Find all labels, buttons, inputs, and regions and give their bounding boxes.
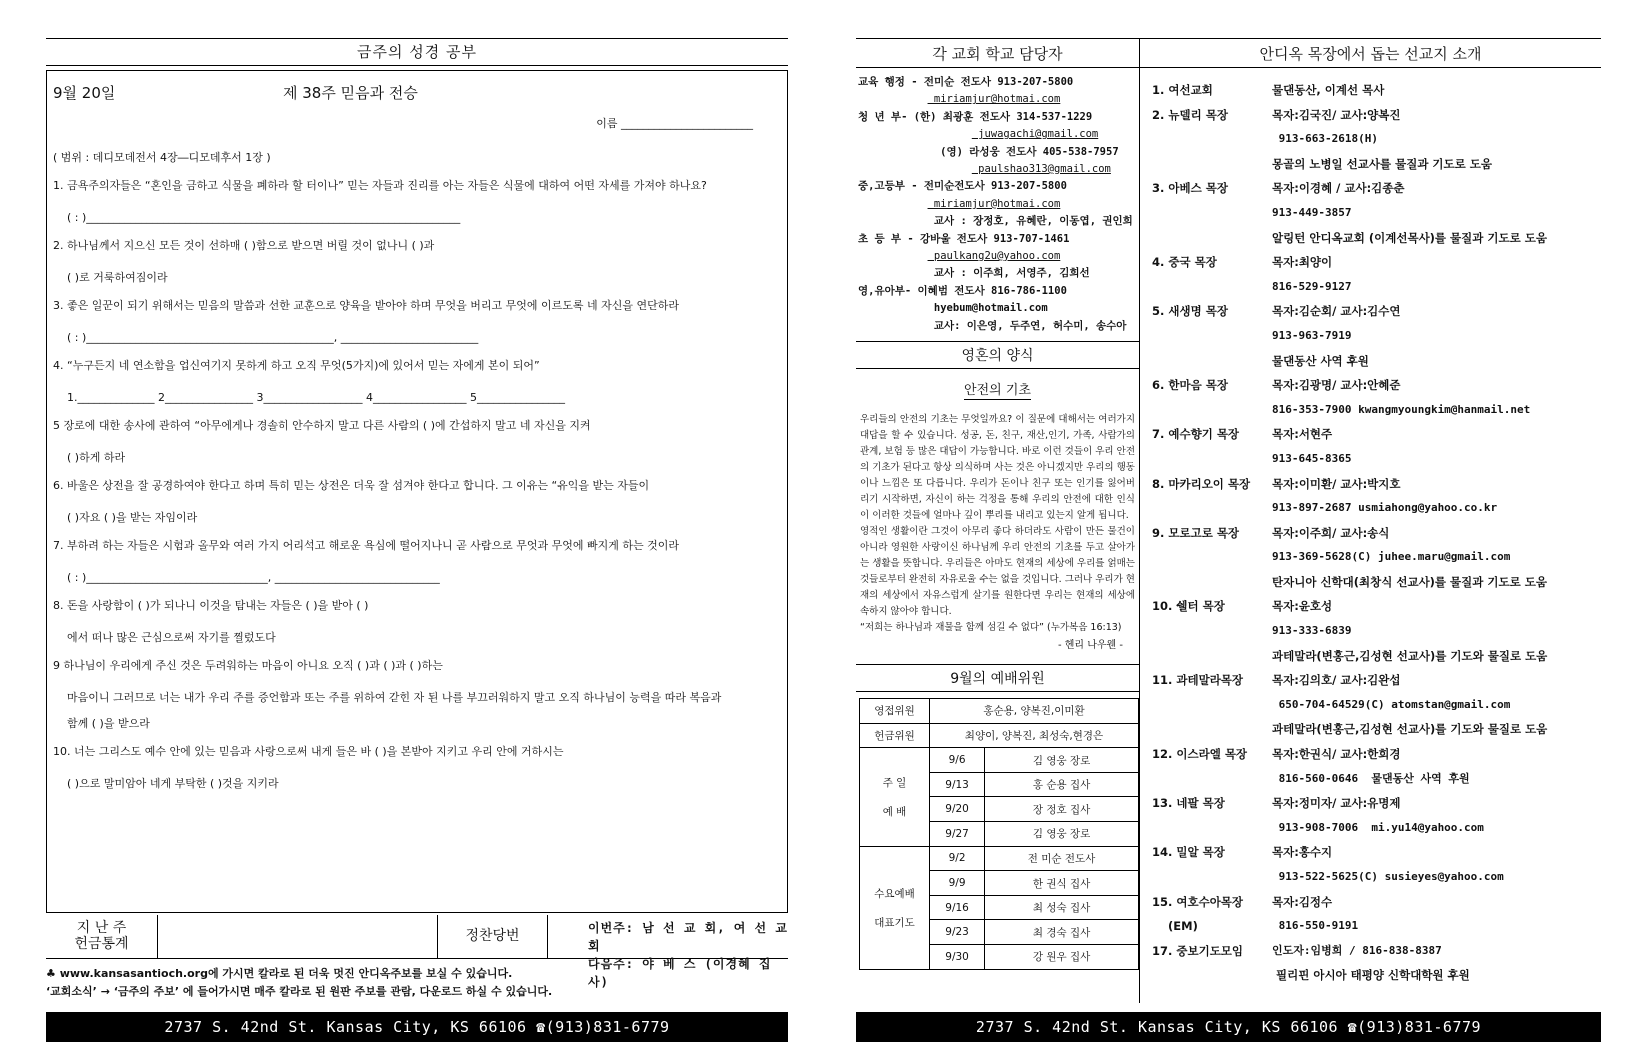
service-date: 9/16 xyxy=(930,895,985,920)
right-address-bar: 2737 S. 42nd St. Kansas City, KS 66106 ☎(913)831-6779 xyxy=(856,1012,1601,1042)
mission-group-name xyxy=(1152,570,1272,595)
service-date: 9/20 xyxy=(930,797,985,822)
service-date: 9/30 xyxy=(930,945,985,970)
mission-group-name xyxy=(1152,545,1272,570)
mission-item xyxy=(1152,422,1601,447)
prayer-leader: 최 성숙 집사 xyxy=(985,895,1139,920)
next-week-duty: 다음주: 야 베 스 (이경혜 집사) xyxy=(588,957,772,989)
mission-detail: 913-908-7006 mi.yu14@yahoo.com xyxy=(1272,820,1484,834)
prayer-leader: 김 영웅 장로 xyxy=(985,822,1139,847)
mission-detail: 과테말라(변홍근,김성현 선교사)를 기도와 물질로 도움 xyxy=(1272,722,1548,737)
mission-item xyxy=(1152,939,1601,964)
staff-line-text: miriamjur@hotmai.com xyxy=(927,197,1061,210)
answer-blank[interactable]: ( )로 거룩하여짐이라 xyxy=(67,271,168,284)
mission-group-name xyxy=(1152,152,1272,177)
mission-detail: 물댄동산 사역 후원 xyxy=(1272,353,1369,368)
mission-detail: 913-897-2687 usmiahong@yahoo.co.kr xyxy=(1272,501,1498,515)
question-text: 10. 너는 그리스도 예수 안에 있는 믿음과 사랑으로써 내게 들은 바 ( )을 본받아 지키고 우리 안에 거하시는 xyxy=(53,745,564,758)
lesson-title: 제 38주 믿음과 전승 xyxy=(283,83,418,102)
answer-blank[interactable]: ( )으로 말미암아 네게 부탁한 ( )것을 지키라 xyxy=(67,777,279,790)
mission-group-name: 15. 여호수아목장 xyxy=(1152,894,1244,909)
mission-detail: 913-522-5625(C) susieyes@yahoo.com xyxy=(1272,870,1504,883)
mission-group-name: 7. 예수향기 목장 xyxy=(1152,427,1240,442)
worship-table xyxy=(859,698,1139,970)
question-text: 1. 금욕주의자들은 “혼인을 금하고 식물을 폐하라 할 터이나” 믿는 자들과 진리를 아는 자들은 식물에 대하여 어떤 자세를 가져야 하나요? xyxy=(53,179,707,192)
table-row xyxy=(860,699,1139,724)
mission-group-name: 11. 과테말라목장 xyxy=(1152,673,1244,688)
mission-group-name xyxy=(1152,816,1272,841)
staff-line xyxy=(858,283,1139,300)
staff-line-text: 교사 : 이주희, 서영주, 김희선 xyxy=(927,267,1090,280)
staff-line-text: 교육 행정 - 전미순 전도사 913-207-5800 xyxy=(858,76,1074,88)
meal-duty-label: 정찬당번 xyxy=(438,915,548,958)
mission-item xyxy=(1152,226,1601,251)
prayer-leader: 한 권식 집사 xyxy=(985,871,1139,896)
mission-detail: 816-560-0646 물댄동산 사역 후원 xyxy=(1272,771,1470,785)
staff-line-text: paulshao313@gmail.com xyxy=(971,163,1111,176)
question-text: 9 하나님이 우리에게 주신 것은 두려워하는 마음이 아니요 오직 ( )과 ( )과 ( )하는 xyxy=(53,659,443,672)
prayer-leader: 강 원우 집사 xyxy=(985,945,1139,970)
answer-blank[interactable]: ( )자요 ( )을 받는 자임이라 xyxy=(67,511,198,524)
mission-detail: 913-663-2618(H) xyxy=(1272,132,1378,146)
mission-detail: 913-963-7919 xyxy=(1272,328,1352,342)
staff-line[interactable] xyxy=(858,161,1139,178)
prayer-leader: 홍 순용 집사 xyxy=(985,772,1139,797)
mission-group-name xyxy=(1152,398,1272,423)
mission-group-name xyxy=(1152,447,1272,472)
mission-group-name xyxy=(1152,324,1272,349)
answer-blank[interactable]: ( : )_________________________________, ______________________________ xyxy=(67,571,440,584)
essay-author: - 헨리 나우웬 - xyxy=(1057,640,1123,652)
staff-line xyxy=(858,109,1139,126)
mission-detail: 목자:이경혜 / 교사:김종춘 xyxy=(1272,181,1405,196)
staff-line xyxy=(858,144,1139,161)
mission-item xyxy=(1152,545,1601,570)
mission-detail: 816-529-9127 xyxy=(1272,279,1352,293)
mission-detail: 816-550-9191 xyxy=(1272,919,1359,933)
mission-group-name: 9. 모로고로 목장 xyxy=(1152,525,1240,540)
mission-item xyxy=(1152,767,1601,792)
mission-group-name xyxy=(1152,127,1272,152)
offering-stats-label xyxy=(46,915,158,958)
mission-detail: 913-333-6839 xyxy=(1272,624,1352,638)
staff-line-text: 교사 : 장정호, 유혜란, 이동엽, 권인희 xyxy=(927,215,1133,228)
offering-label-line2: 헌금통계 xyxy=(74,936,129,952)
staff-line xyxy=(858,318,1139,335)
staff-line xyxy=(858,265,1139,282)
prayer-leader: 김 영웅 장로 xyxy=(985,748,1139,773)
mission-item xyxy=(1152,349,1601,374)
mission-group-name xyxy=(1152,767,1272,792)
question-text: 7. 부하려 하는 자들은 시험과 올무와 여러 가지 어리석고 해로운 욕심에 떨어지나니 곧 사람으로 무엇과 무엇에 빠지게 하는 것이라 xyxy=(53,539,679,552)
right-page xyxy=(856,38,1601,1003)
question-text: 4. “누구든지 네 연소함을 업신여기지 못하게 하고 오직 무엇(5가지)에 있어서 믿는 자에게 본이 되어” xyxy=(53,359,540,372)
mission-detail: 목자:서현주 xyxy=(1272,427,1333,442)
staff-line-text: miriamjur@hotmai.com xyxy=(927,93,1061,106)
bible-study-box xyxy=(46,70,788,913)
staff-line-text: paulkang2u@yahoo.com xyxy=(927,250,1061,263)
mission-group-name xyxy=(1152,963,1272,988)
mission-group-name xyxy=(1152,693,1272,718)
mission-detail: 목자:이주희/ 교사:송식 xyxy=(1272,525,1390,540)
table-row xyxy=(860,748,1139,773)
staff-line[interactable] xyxy=(858,248,1139,265)
service-date: 9/2 xyxy=(930,846,985,871)
mission-detail: 650-704-64529(C) atomstan@gmail.com xyxy=(1272,697,1511,711)
table-row xyxy=(860,723,1139,748)
mission-item xyxy=(1152,914,1601,939)
mission-detail: 목자:김광명/ 교사:안혜준 xyxy=(1272,378,1401,393)
mission-item xyxy=(1152,693,1601,718)
question-text: 2. 하나님께서 지으신 모든 것이 선하매 ( )함으로 받으면 버릴 것이 없나니 ( )과 xyxy=(53,239,435,252)
staff-line xyxy=(858,213,1139,230)
staff-line xyxy=(858,300,1139,317)
mission-item xyxy=(1152,570,1601,595)
essay-title-text: 안전의 기초 xyxy=(964,383,1031,399)
wednesday-prayer-label: 수요예배 대표기도 xyxy=(860,846,930,969)
offering-committee-label: 헌금위원 xyxy=(860,723,930,748)
mission-item xyxy=(1152,103,1601,128)
mission-item xyxy=(1152,717,1601,742)
greeters-value: 홍순용, 양복진,이미환 xyxy=(930,699,1139,724)
essay-body: 우리들의 안전의 기초는 무엇일까요? 이 질문에 대해서는 여러가지 대답을 할 수 있습니다. 성공, 돈, 친구, 재산,인기, 가족, 사람가의 관계, 보험 등 많은 대답이 가능합니다. 바로 이런 것들이 우리 안전의 기초가 된다고 항상 의식하며 사는 것은 아니겠지만 우리의 행동이나 느낌은 또 다릅니다. 우리가 돈이나 친구 또는 인기를 잃어버리기 시작하면, 자신이 하는 걱정을 통해 우리의 안전에 대한 인식이 이러한 것들에 얼마나 깊이 뿌리를 내리고 있는지 알게 됩니다. 영적인 생활이란 그것이 아무리 좋다 하더라도 사람이 만든 물건이 아니라 영원한 사랑이신 하나님께 우리 안전의 기초를 두고 살아가는 생활을 뜻합니다. 우리들은 아마도 현재의 세상에 우리를 얽매는 것들로부터 완전히 자유로울 수는 없을 것입니다. 그러나 우리가 현재의 세상에서 자유스럽게 살기를 원한다면 우리는 현재의 세상에 속하지 않아야 합니다. xyxy=(860,414,1135,618)
mission-group-name: (EM) xyxy=(1152,919,1198,934)
staff-line[interactable] xyxy=(858,196,1139,213)
mission-item xyxy=(1152,373,1601,398)
mission-group-name: 4. 중국 목장 xyxy=(1152,255,1217,270)
staff-line-text: 초 등 부 - 강바울 전도사 913-707-1461 xyxy=(858,232,1070,245)
mission-item xyxy=(1152,840,1601,865)
mission-item xyxy=(1152,275,1601,300)
mission-detail: 913-645-8365 xyxy=(1272,451,1352,465)
mission-detail: 목자:김의호/ 교사:김완섭 xyxy=(1272,673,1401,688)
prayer-leader: 장 정호 집사 xyxy=(985,797,1139,822)
mission-item xyxy=(1152,176,1601,201)
mission-detail: 목자:김정수 xyxy=(1272,894,1333,909)
mission-item xyxy=(1152,521,1601,546)
staff-line-text: hyebum@hotmail.com xyxy=(927,302,1048,315)
mission-group-name: 6. 한마음 목장 xyxy=(1152,378,1228,393)
question-list xyxy=(53,179,781,791)
mission-item xyxy=(1152,447,1601,472)
mission-item xyxy=(1152,742,1601,767)
essay-quote: “저희는 하나님과 재물을 함께 섬길 수 없다” (누가복음 16:13) xyxy=(860,622,1122,634)
staff-line-text: 청 년 부- (한) 최광훈 전도사 314-537-1229 xyxy=(858,110,1093,123)
mission-group-name: 13. 네팔 목장 xyxy=(1152,796,1225,811)
missions-header: 안디옥 목장에서 돕는 선교지 소개 xyxy=(1140,38,1601,68)
mission-group-name xyxy=(1152,275,1272,300)
mission-detail: 몽골의 노병일 선교사를 물질과 기도로 도움 xyxy=(1272,156,1492,171)
mission-detail: 목자:최양이 xyxy=(1272,255,1333,270)
mission-item xyxy=(1152,668,1601,693)
meal-duty-value xyxy=(548,915,788,989)
lesson-header xyxy=(53,79,781,105)
mission-detail: 913-449-3857 xyxy=(1272,205,1352,219)
staff-line xyxy=(858,231,1139,248)
soul-food-header: 영혼의 양식 xyxy=(856,341,1139,369)
question-text: 5 장로에 대한 송사에 관하여 “아무에게나 경솔히 안수하지 말고 다른 사람의 ( )에 간섭하지 말고 네 자신을 지켜 xyxy=(53,419,591,432)
mission-detail: 816-353-7900 kwangmyoungkim@hanmail.net xyxy=(1272,402,1531,416)
service-date: 9/9 xyxy=(930,871,985,896)
mission-group-name xyxy=(1152,201,1272,226)
mission-item xyxy=(1152,78,1601,103)
answer-blank[interactable]: ( )하게 하라 xyxy=(67,451,126,464)
offering-stats-value xyxy=(158,915,438,958)
mission-group-name: 1. 여선교회 xyxy=(1152,83,1213,97)
mission-item xyxy=(1152,201,1601,226)
this-week-duty: 이번주: 남 선 교 회, 여 선 교 회 xyxy=(588,921,788,953)
service-date: 9/6 xyxy=(930,748,985,773)
mission-detail: 알링턴 안디옥교회 (이계선목사)를 물질과 기도로 도움 xyxy=(1272,230,1547,245)
mission-item xyxy=(1152,324,1601,349)
lesson-date: 9월 20일 xyxy=(53,83,116,102)
answer-blank[interactable]: 마음이니 그러므로 너는 내가 우리 주를 증언함과 또는 주를 위하여 갇힌 자 된 나를 부끄러워하지 말고 오직 하나님이 능력을 따라 복음과 xyxy=(67,691,722,704)
right-left-column xyxy=(856,38,1140,1003)
mission-item xyxy=(1152,644,1601,669)
sunday-service-label: 주 일 예 배 xyxy=(860,748,930,846)
mission-item xyxy=(1152,619,1601,644)
study-range: ( 범위 : 데디모데전서 4장―디모데후서 1장 ) xyxy=(53,151,271,164)
mission-group-name xyxy=(1152,865,1272,890)
service-date: 9/23 xyxy=(930,920,985,945)
staff-line-text: 영,유아부- 이혜범 전도사 816-786-1100 xyxy=(858,284,1067,297)
mission-group-name: 2. 뉴델리 목장 xyxy=(1152,107,1228,122)
mission-item xyxy=(1152,250,1601,275)
mission-item xyxy=(1152,299,1601,324)
table-row xyxy=(860,846,1139,871)
mission-item xyxy=(1152,127,1601,152)
mission-item xyxy=(1152,496,1601,521)
staff-line-text: 중,고등부 - 전미순전도사 913-207-5800 xyxy=(858,180,1067,193)
mission-group-name xyxy=(1152,349,1272,374)
prayer-leader: 최 경숙 집사 xyxy=(985,920,1139,945)
mission-group-name xyxy=(1152,619,1272,644)
name-field[interactable]: 이름 ________________________ xyxy=(596,117,753,130)
mission-item xyxy=(1152,472,1601,497)
mission-item xyxy=(1152,594,1601,619)
staff-line-text: 교사: 이은영, 두주연, 허수미, 송수아 xyxy=(927,319,1127,332)
mission-detail: 목자:한권식/ 교사:한희경 xyxy=(1272,747,1401,762)
answer-blank[interactable]: 에서 떠나 많은 근심으로써 자기를 찔렀도다 xyxy=(67,631,276,644)
left-address-bar: 2737 S. 42nd St. Kansas City, KS 66106 ☎(913)831-6779 xyxy=(46,1012,788,1042)
website-line-1[interactable]: ♣ www.kansasantioch.org에 가시면 칼라로 된 더욱 멋진 안디옥주보를 보실 수 있습니다. xyxy=(46,967,513,980)
question-text: 8. 돈을 사랑함이 ( )가 되나니 이것을 탐내는 자들은 ( )을 받아 ( ) xyxy=(53,599,369,612)
prayer-leader: 전 미순 전도사 xyxy=(985,846,1139,871)
question-text: 6. 바울은 상전을 잘 공경하여야 한다고 하며 특히 믿는 상전은 더욱 잘 섬겨야 한다고 합니다. 그 이유는 “유익을 받는 자들이 xyxy=(53,479,650,492)
service-date: 9/13 xyxy=(930,772,985,797)
mission-group-name: 17. 중보기도모임 xyxy=(1152,943,1244,958)
mission-group-name: 3. 아베스 목장 xyxy=(1152,181,1228,196)
mission-group-name xyxy=(1152,717,1272,742)
missions-list xyxy=(1140,68,1601,988)
mission-group-name xyxy=(1152,644,1272,669)
worship-committee-header: 9월의 예배위원 xyxy=(856,664,1139,692)
mission-group-name: 10. 쉘터 목장 xyxy=(1152,599,1225,614)
mission-item xyxy=(1152,816,1601,841)
mission-detail: 목자:김순회/ 교사:김수연 xyxy=(1272,304,1401,319)
staff-list xyxy=(856,68,1139,335)
answer-blank[interactable]: 1.______________ 2________________ 3__________________ 4_________________ 5________________ xyxy=(67,391,565,404)
essay-title xyxy=(856,379,1139,398)
mission-detail: 목자:정미자/ 교사:유명제 xyxy=(1272,796,1401,811)
answer-blank[interactable]: ( : )_____________________________________________, _________________________ xyxy=(67,331,479,344)
answer-blank[interactable]: ( : )____________________________________________________________________ xyxy=(67,211,461,224)
staff-line xyxy=(858,74,1139,91)
mission-group-name xyxy=(1152,226,1272,251)
mission-detail: 목자:김국진/ 교사:양복진 xyxy=(1272,107,1401,122)
question-text: 3. 좋은 일꾼이 되기 위해서는 믿음의 말씀과 선한 교훈으로 양육을 받아야 하며 무엇을 버리고 무엇에 이르도록 네 자신을 연단하라 xyxy=(53,299,679,312)
mission-detail: 목자:홍수지 xyxy=(1272,845,1333,860)
mission-detail: 목자:이미환/ 교사:박지호 xyxy=(1272,476,1401,491)
staff-line[interactable] xyxy=(858,126,1139,143)
mission-detail: 물댄동산, 이계선 목사 xyxy=(1272,83,1385,97)
mission-item xyxy=(1152,791,1601,816)
staff-line xyxy=(858,178,1139,195)
mission-group-name: 14. 밀알 목장 xyxy=(1152,845,1225,860)
mission-item xyxy=(1152,963,1601,988)
left-page xyxy=(46,38,788,1001)
service-date: 9/27 xyxy=(930,822,985,847)
staff-header: 각 교회 학교 담당자 xyxy=(856,38,1139,68)
staff-line-text: juwagachi@gmail.com xyxy=(971,128,1099,141)
mission-item xyxy=(1152,865,1601,890)
right-right-column xyxy=(1140,38,1601,1003)
mission-group-name: 5. 새생명 목장 xyxy=(1152,304,1228,319)
mission-item xyxy=(1152,398,1601,423)
offering-committee-value: 최양이, 양복진, 최성숙,현경은 xyxy=(930,723,1139,748)
answer-blank[interactable]: 함께 ( )을 받으라 xyxy=(67,717,150,730)
mission-item xyxy=(1152,152,1601,177)
greeters-label: 영접위원 xyxy=(860,699,930,724)
mission-group-name: 8. 마카리오이 목장 xyxy=(1152,476,1251,491)
bible-study-header: 금주의 성경 공부 xyxy=(46,38,788,66)
mission-group-name xyxy=(1152,496,1272,521)
mission-detail: 탄자니아 신학대(최창식 선교사)를 물질과 기도로 도움 xyxy=(1272,574,1547,589)
staff-line[interactable] xyxy=(858,91,1139,108)
mission-detail: 인도자:임병희 / 816-838-8387 xyxy=(1272,943,1442,957)
mission-detail: 필리핀 아시아 태평양 신학대학원 후원 xyxy=(1272,968,1470,983)
mission-detail: 과테말라(변홍근,김성현 선교사)를 기도와 물질로 도움 xyxy=(1272,648,1548,663)
mission-item xyxy=(1152,890,1601,915)
offering-label-line1: 지 난 주 xyxy=(76,920,127,936)
staff-line-text: (영) 라성웅 전도사 405-538-7957 xyxy=(933,145,1119,158)
mission-detail: 목자:윤호성 xyxy=(1272,599,1333,614)
website-line-2: ‘교회소식’ → ‘금주의 주보’ 에 들어가시면 매주 칼라로 된 원판 주보를 관람, 다운로드 하실 수 있습니다. xyxy=(46,985,553,998)
mission-detail: 913-369-5628(C) juhee.maru@gmail.com xyxy=(1272,550,1511,564)
mission-group-name: 12. 이스라엘 목장 xyxy=(1152,747,1248,762)
